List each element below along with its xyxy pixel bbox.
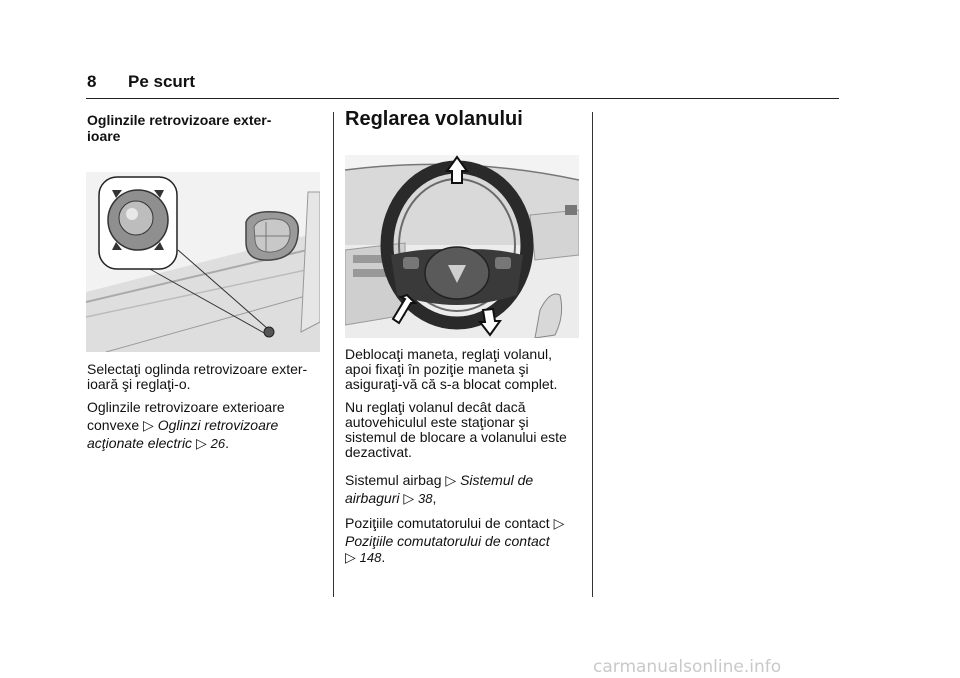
punctuation: . xyxy=(381,549,386,565)
text-line: apoi fixaţi în poziţie maneta şi xyxy=(345,361,529,377)
door-mirror-switch-illustration xyxy=(86,172,320,352)
heading-line: ioare xyxy=(87,128,121,144)
text-line: Deblocaţi maneta, reglaţi volanul, xyxy=(345,346,553,362)
reference-arrow-icon: ▷ xyxy=(345,549,356,565)
cross-reference-link[interactable]: Oglinzi retrovizoare xyxy=(157,417,279,433)
airbag-reference-line xyxy=(345,491,585,506)
cross-reference-link[interactable]: Sistemul de xyxy=(460,472,534,488)
reference-arrow-icon: ▷ xyxy=(553,515,565,531)
text-line: ioară şi reglaţi-o. xyxy=(87,376,191,392)
punctuation: , xyxy=(432,490,437,506)
mirror-instructions xyxy=(87,362,327,392)
cross-reference-link[interactable]: airbaguri xyxy=(345,490,400,506)
text-line: Selectaţi oglinda retrovizoare exter- xyxy=(87,361,308,377)
text-fragment: convexe xyxy=(87,417,140,433)
text-line: sistemul de blocare a volanului este xyxy=(345,429,567,445)
cross-reference-link[interactable]: Poziţiile comutatorului de contact xyxy=(345,533,550,549)
mirror-heading xyxy=(87,112,327,144)
page-reference[interactable]: 148 xyxy=(359,550,382,565)
watermark: carmanualsonline.info xyxy=(593,657,782,677)
text-fragment: Poziţiile comutatorului de contact xyxy=(345,515,550,531)
ignition-reference-line xyxy=(345,516,585,531)
text-line: dezactivat. xyxy=(345,444,412,460)
mirror-reference-line xyxy=(87,436,327,451)
mirror-reference-line xyxy=(87,418,327,433)
text-line: Nu reglaţi volanul decât dacă xyxy=(345,399,526,415)
reference-arrow-icon: ▷ xyxy=(403,490,415,506)
steering-instructions xyxy=(345,347,585,392)
text-line: asiguraţi-vă că s-a blocat complet. xyxy=(345,376,558,392)
steering-heading: Reglarea volanului xyxy=(345,108,523,130)
reference-arrow-icon: ▷ xyxy=(195,435,207,451)
page-reference[interactable]: 38 xyxy=(418,491,433,506)
steering-wheel-illustration xyxy=(345,155,579,338)
page-number: 8 xyxy=(87,72,97,91)
heading-line: Oglinzile retrovizoare exter- xyxy=(87,112,272,128)
cross-reference-link[interactable]: acţionate electric xyxy=(87,435,193,451)
mirror-convex-note: Oglinzile retrovizoare exterioare xyxy=(87,399,285,415)
text-line: autovehiculul este staţionar şi xyxy=(345,414,529,430)
airbag-reference-line xyxy=(345,473,585,488)
header-rule xyxy=(86,98,839,99)
text-fragment: Sistemul airbag xyxy=(345,472,442,488)
section-title: Pe scurt xyxy=(128,72,196,91)
steering-warning xyxy=(345,400,585,460)
column-divider xyxy=(333,112,334,597)
page-reference[interactable]: 26 xyxy=(210,436,226,451)
column-divider xyxy=(592,112,593,597)
reference-arrow-icon: ▷ xyxy=(143,417,154,433)
reference-arrow-icon: ▷ xyxy=(445,472,457,488)
punctuation: . xyxy=(225,435,229,451)
ignition-reference-line xyxy=(345,550,585,565)
